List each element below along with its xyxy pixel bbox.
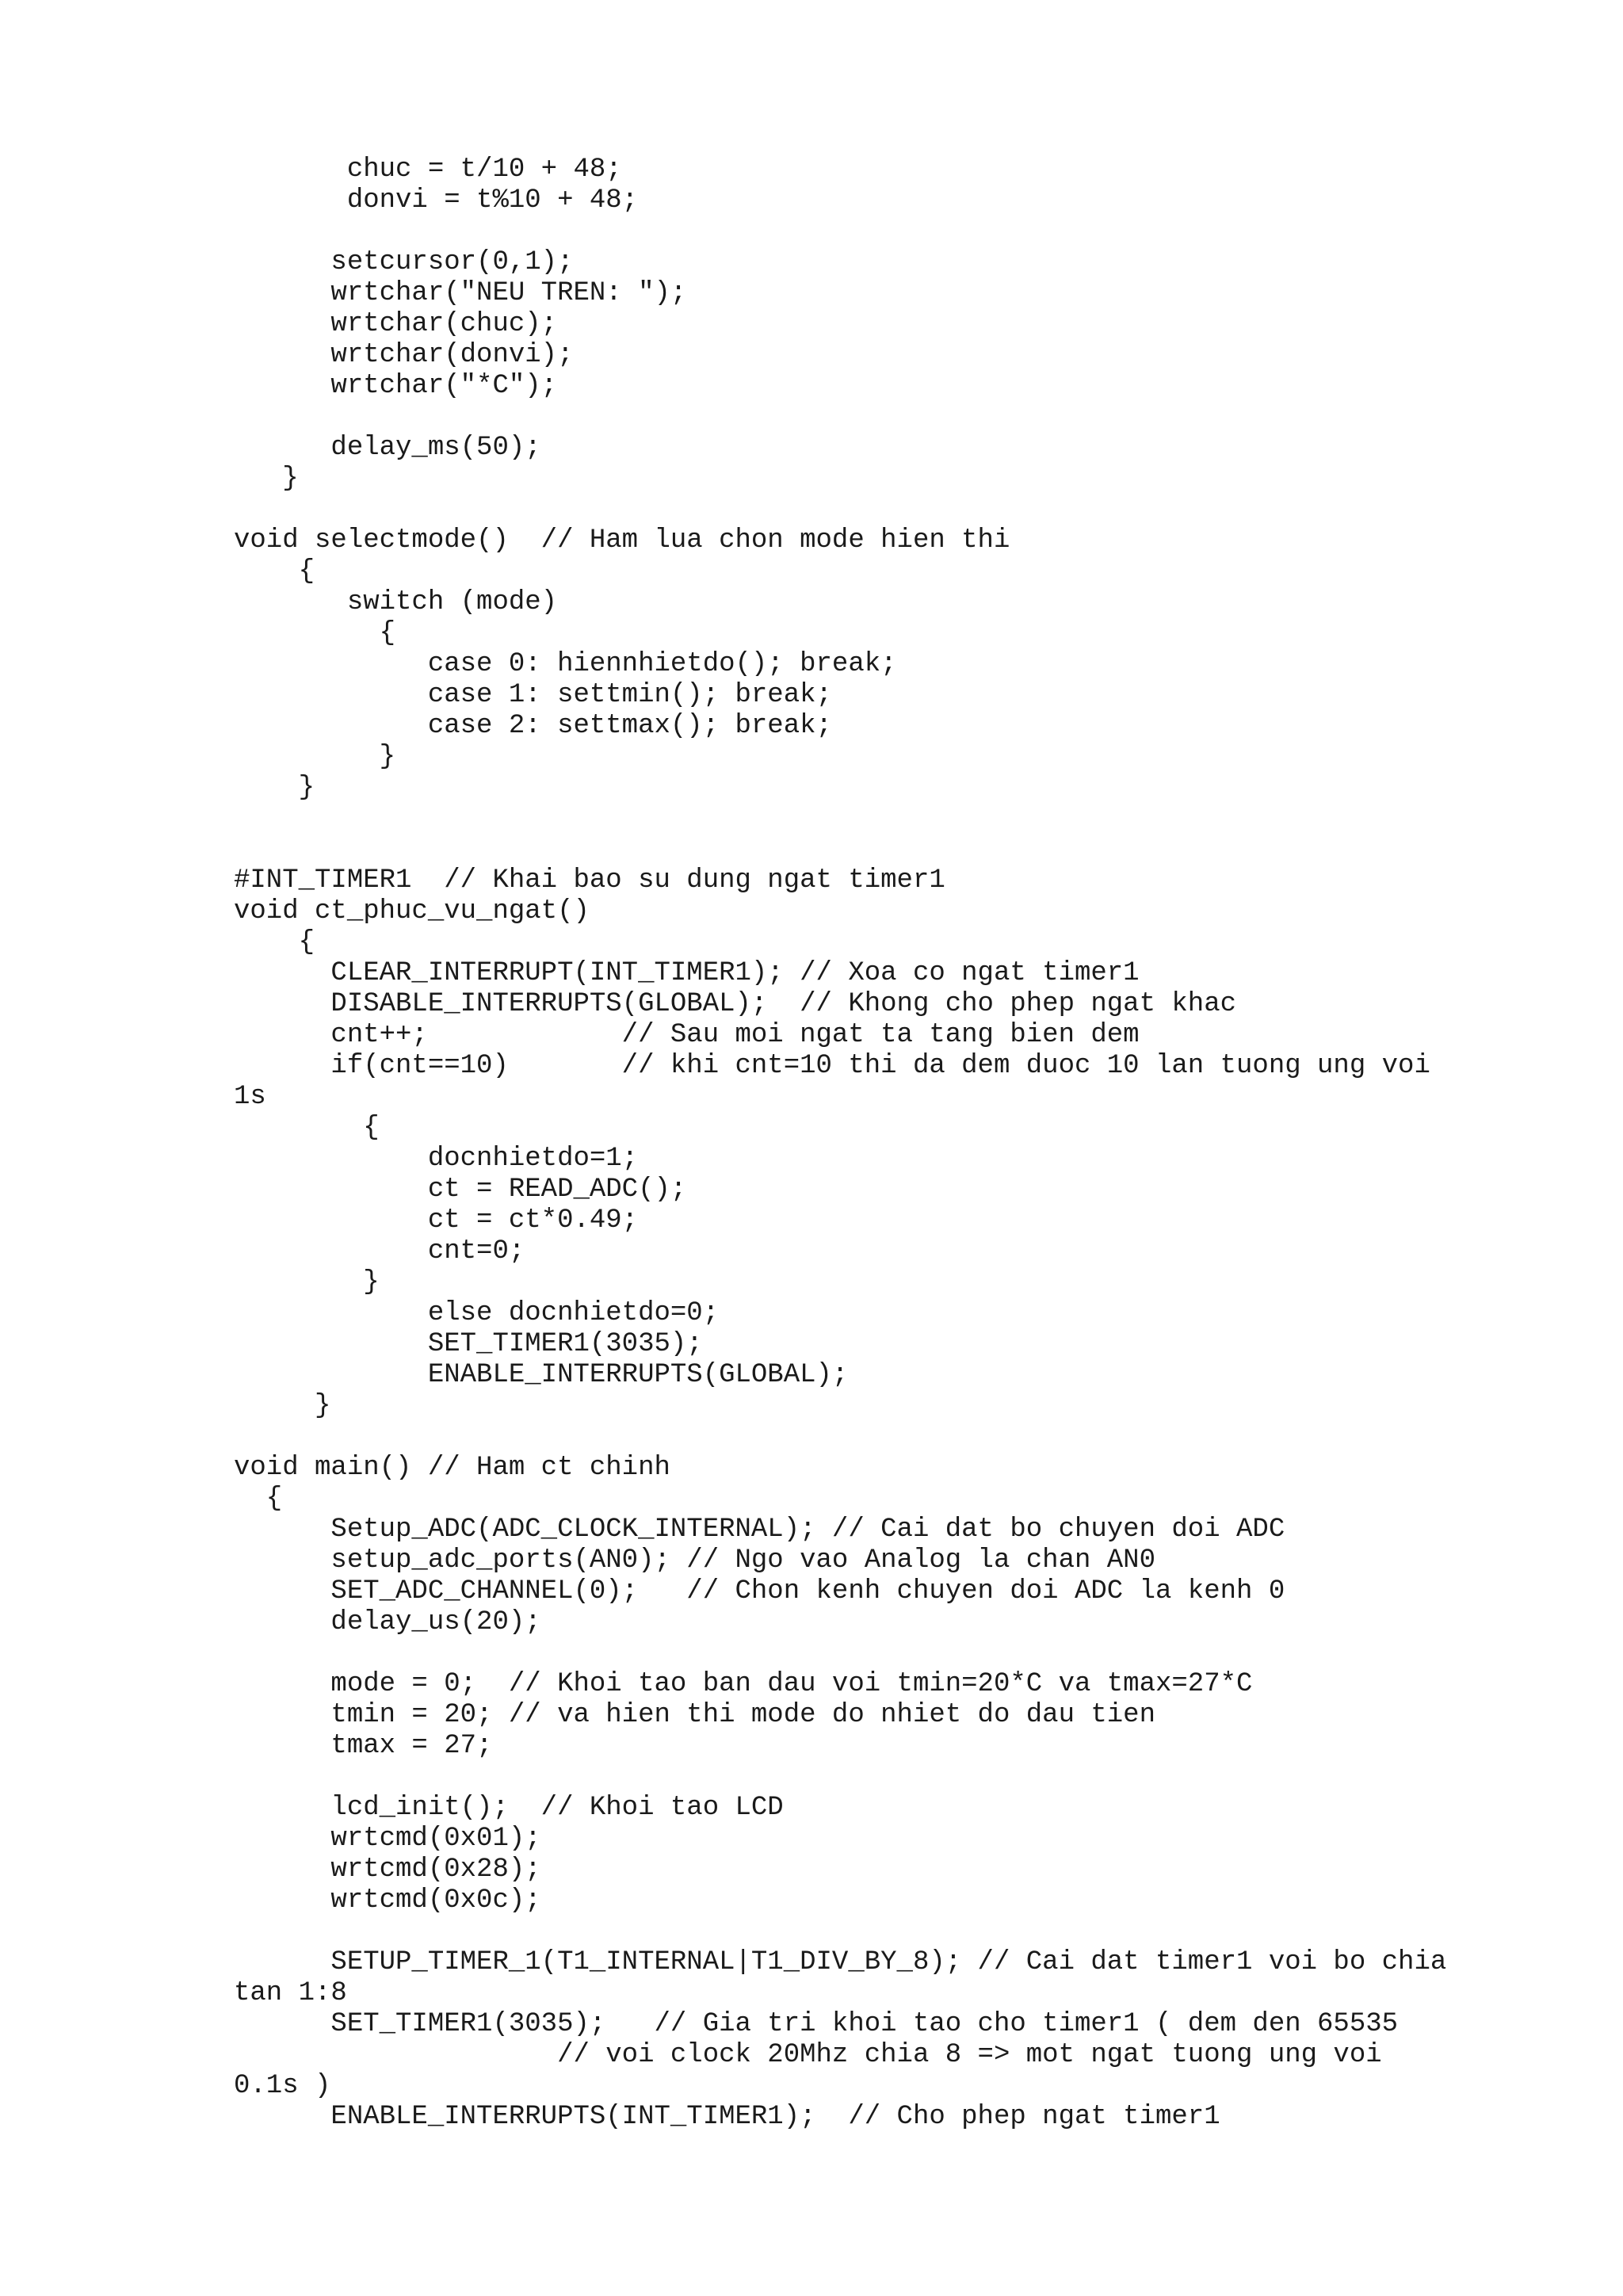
code-line: 0.1s )	[234, 2071, 331, 2101]
code-line: SETUP_TIMER_1(T1_INTERNAL|T1_DIV_BY_8); // Cai dat timer1 voi bo chia	[234, 1947, 1447, 1977]
code-line: wrtcmd(0x01);	[234, 1824, 541, 1854]
code-line: {	[234, 1113, 380, 1143]
code-line: else docnhietdo=0;	[234, 1298, 720, 1328]
code-line: case 1: settmin(); break;	[234, 680, 832, 710]
code-line: case 2: settmax(); break;	[234, 711, 832, 741]
code-line: donvi = t%10 + 48;	[234, 185, 639, 216]
code-line: // voi clock 20Mhz chia 8 => mot ngat tuong ung voi	[234, 2040, 1382, 2070]
code-line: if(cnt==10) // khi cnt=10 thi da dem duoc 10 lan tuong ung voi	[234, 1051, 1430, 1081]
code-line: wrtcmd(0x28);	[234, 1855, 541, 1885]
code-line: wrtchar("NEU TREN: ");	[234, 278, 687, 308]
code-line: wrtchar(donvi);	[234, 340, 574, 370]
code-line: CLEAR_INTERRUPT(INT_TIMER1); // Xoa co ngat timer1	[234, 958, 1140, 988]
code-line: 1s	[234, 1082, 266, 1112]
code-line: tan 1:8	[234, 1978, 347, 2008]
code-line: tmax = 27;	[234, 1731, 493, 1761]
code-line: case 0: hiennhietdo(); break;	[234, 649, 897, 679]
code-line: chuc = t/10 + 48;	[234, 155, 622, 185]
code-line: }	[234, 742, 396, 772]
code-line: wrtchar("*C");	[234, 371, 558, 401]
code-line: {	[234, 1484, 283, 1514]
code-line: setup_adc_ports(AN0); // Ngo vao Analog la chan AN0	[234, 1545, 1155, 1576]
code-line: {	[234, 556, 315, 586]
code-line: }	[234, 1391, 331, 1421]
code-line: {	[234, 618, 396, 648]
code-line: mode = 0; // Khoi tao ban dau voi tmin=20*C va tmax=27*C	[234, 1669, 1253, 1699]
code-line: SET_TIMER1(3035); // Gia tri khoi tao cho timer1 ( dem den 65535	[234, 2009, 1399, 2039]
code-line: DISABLE_INTERRUPTS(GLOBAL); // Khong cho phep ngat khac	[234, 989, 1237, 1019]
code-line: SET_ADC_CHANNEL(0); // Chon kenh chuyen doi ADC la kenh 0	[234, 1576, 1285, 1606]
code-line: }	[234, 773, 315, 803]
code-line: switch (mode)	[234, 587, 558, 617]
code-line: lcd_init(); // Khoi tao LCD	[234, 1793, 784, 1823]
code-line: ct = ct*0.49;	[234, 1205, 639, 1236]
code-line: cnt++; // Sau moi ngat ta tang bien dem	[234, 1020, 1140, 1050]
code-line: delay_us(20);	[234, 1607, 541, 1637]
code-line: {	[234, 927, 315, 957]
code-line: ENABLE_INTERRUPTS(INT_TIMER1); // Cho phep ngat timer1	[234, 2102, 1220, 2132]
code-line: }	[234, 464, 299, 494]
code-line: setcursor(0,1);	[234, 247, 574, 277]
code-line: ENABLE_INTERRUPTS(GLOBAL);	[234, 1360, 849, 1390]
code-line: void ct_phuc_vu_ngat()	[234, 896, 590, 926]
code-line: Setup_ADC(ADC_CLOCK_INTERNAL); // Cai dat bo chuyen doi ADC	[234, 1515, 1285, 1545]
code-line: void main() // Ham ct chinh	[234, 1453, 670, 1483]
code-line: delay_ms(50);	[234, 433, 541, 463]
code-line: docnhietdo=1;	[234, 1144, 639, 1174]
code-line: void selectmode() // Ham lua chon mode hien thi	[234, 525, 1010, 556]
code-line: wrtcmd(0x0c);	[234, 1885, 541, 1916]
code-line: cnt=0;	[234, 1236, 525, 1266]
code-line: tmin = 20; // va hien thi mode do nhiet do dau tien	[234, 1700, 1155, 1730]
code-line: wrtchar(chuc);	[234, 309, 558, 339]
code-line: }	[234, 1267, 380, 1297]
code-line: ct = READ_ADC();	[234, 1175, 687, 1205]
code-line: SET_TIMER1(3035);	[234, 1329, 703, 1359]
code-line: #INT_TIMER1 // Khai bao su dung ngat timer1	[234, 865, 945, 896]
